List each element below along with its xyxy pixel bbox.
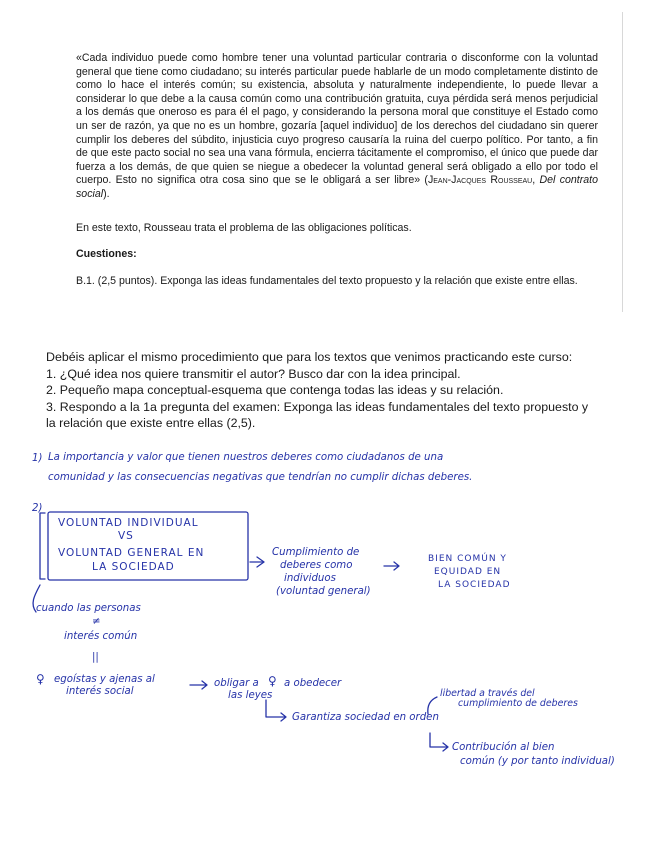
instructions	[46, 349, 616, 432]
arrow-egoistas-to-obligar	[190, 681, 207, 689]
arrow-box-to-cumplimiento	[250, 557, 264, 567]
instruction-line: la relación que existe entre ellas (2,5).	[46, 416, 256, 431]
arrow-cumplimiento-to-bien	[384, 562, 399, 570]
obligar-person-symbol: ♀	[268, 674, 277, 688]
box-voluntad-general: VOLUNTAD GENERAL EN	[58, 547, 205, 559]
garantiza-orden: Garantiza sociedad en orden	[292, 712, 439, 723]
cumplimiento-line-2: deberes como	[280, 560, 353, 571]
instruction-line: 3. Respondo a la 1a pregunta del examen: Exponga las ideas fundamentales del texto propuesto y	[46, 399, 589, 414]
bien-comun-line-3: LA SOCIEDAD	[438, 580, 511, 590]
quote-work: Del contrato social	[76, 174, 598, 200]
arrow-obligar-to-garantiza	[266, 700, 286, 721]
answer-1-line-1: La importancia y valor que tienen nuestros deberes como ciudadanos de una	[48, 452, 444, 463]
quote-end: ).	[103, 187, 110, 200]
egoistas-line-2: interés social	[66, 686, 134, 697]
box-la-sociedad: LA SOCIEDAD	[92, 561, 175, 573]
instruction-line: Debéis aplicar el mismo procedimiento que para los textos que venimos practicando este curso:	[46, 350, 573, 364]
person-symbol: ♀	[36, 672, 45, 686]
obligar-line-1: obligar a	[214, 678, 259, 689]
quote-author: Jean-Jacques Rousseau	[427, 174, 533, 187]
cuestiones-heading: Cuestiones:	[76, 248, 137, 260]
context-sentence: En este texto, Rousseau trata el problema de las obligaciones políticas.	[76, 222, 412, 234]
bien-comun-line-2: EQUIDAD EN	[434, 567, 502, 577]
cumplimiento-line-3: individuos	[284, 573, 336, 584]
interes-comun: interés común	[64, 631, 138, 642]
cumplimiento-line-1: Cumplimiento de	[272, 547, 360, 558]
quote-text: «Cada individuo puede como hombre tener una voluntad particular contraria o disconforme con la voluntad general que tiene como ciudadano; su interés particular puede hablarle de un modo completamente distinto de como lo hace el interés común; su existencia, absoluta y naturalmente independiente, lo puede llevar a considerar lo que debe a la causa común como una contribución gratuita, cuya pérdida será menos perjudicial a los demás que oneroso es para él el pago, y considerando la persona moral que constituye el Estado como un ser de razón, ya que no es un hombre, gozaría [aquel individuo] de los derechos del ciudadano sin querer cumplir los deberes del súbdito, injusticia cuyo progreso causaría la ruina del cuerpo político. Por tanto, a fin de que este pacto social no sea una vana fórmula, encierra tácitamente el compromiso, el único que puede dar fuerza a los demás, de que quien se niegue a obedecer la voluntad general será obligado a ello por todo el cuerpo. Esto no significa otra cosa sino que se le obligará a ser libre» (	[76, 52, 598, 187]
answer-1-line-2: comunidad y las consecuencias negativas que tendrían no cumplir dichas deberes.	[48, 472, 473, 483]
contribucion-line-1: Contribución al bien	[452, 742, 555, 753]
obligar-line-2: a obedecer	[284, 678, 342, 689]
answer-2-number: 2)	[32, 503, 43, 514]
libertad-line-1: libertad a través del	[440, 688, 535, 699]
parallel-symbol: ||	[92, 652, 99, 663]
not-equal-symbol: ≠	[92, 616, 101, 627]
contribucion-line-2: común (y por tanto individual)	[460, 756, 615, 767]
box-bracket	[40, 513, 45, 579]
answer-1-number: 1)	[32, 453, 43, 464]
instruction-line: 1. ¿Qué idea nos quiere transmitir el autor? Busco dar con la idea principal.	[46, 366, 461, 381]
quote-paragraph	[76, 52, 598, 202]
arrow-to-contribucion	[430, 733, 448, 751]
box-vs: VS	[118, 530, 134, 542]
egoistas-line-1: egoístas y ajenas al	[54, 674, 155, 685]
obligar-line-3: las leyes	[228, 690, 273, 701]
cumplimiento-line-4: (voluntad general)	[276, 586, 371, 597]
bien-comun-line-1: BIEN COMÚN Y	[428, 554, 507, 564]
instruction-line: 2. Pequeño mapa conceptual-esquema que contenga todas las ideas y su relación.	[46, 383, 504, 398]
question-b1: B.1. (2,5 puntos). Exponga las ideas fundamentales del texto propuesto y la relación que existe entre ellas.	[76, 275, 578, 287]
quote-separator: ,	[532, 174, 540, 187]
cuando-personas: cuando las personas	[36, 603, 141, 614]
box-voluntad-individual: VOLUNTAD INDIVIDUAL	[58, 517, 199, 529]
libertad-line-2: cumplimiento de deberes	[458, 698, 578, 709]
margin-line	[622, 12, 623, 312]
